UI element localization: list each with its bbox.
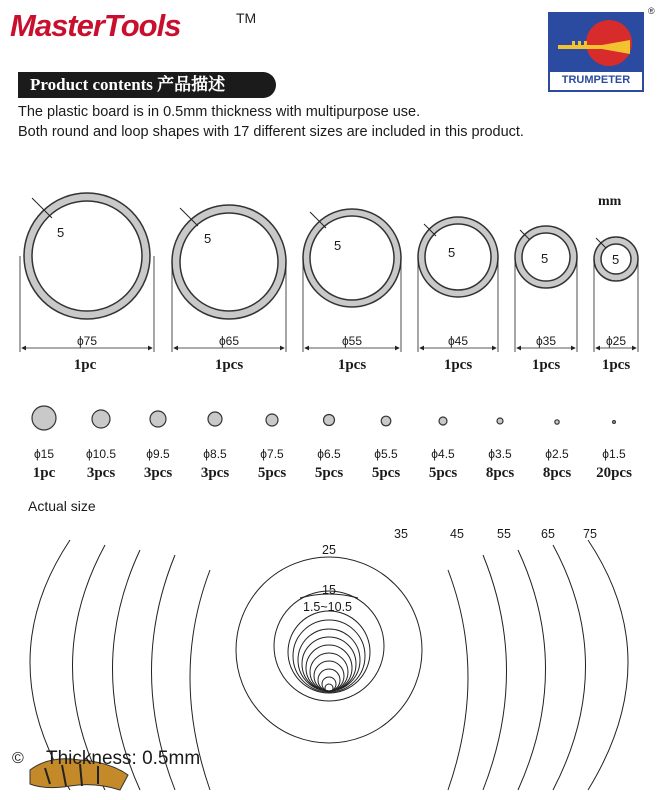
ring-diameter: ϕ55 — [341, 334, 363, 348]
disc-diameter: ϕ6.5 — [317, 447, 341, 461]
intro-line-2: Both round and loop shapes with 17 different sizes are included in this product. — [18, 124, 524, 140]
ring-45 — [418, 217, 498, 352]
arc-label-15: 15 — [322, 583, 336, 597]
disc-qty: 8pcs — [485, 465, 515, 481]
disc-qty: 1pc — [32, 465, 56, 481]
ring-width-label: 5 — [204, 231, 212, 246]
thickness-label: Thickness: 0.5mm — [46, 748, 201, 769]
disc-diameter: ϕ8.5 — [203, 447, 227, 461]
disc-diameter: ϕ7.5 — [260, 447, 284, 461]
ring-qty: 1pcs — [531, 357, 561, 373]
arc-label-55: 55 — [497, 527, 511, 541]
actual-size-label: Actual size — [28, 498, 96, 514]
copyright-mark: © — [12, 750, 24, 767]
ring-75 — [20, 193, 154, 352]
ring-width-label: 5 — [541, 251, 549, 266]
disc-diameter: ϕ10.5 — [85, 447, 117, 461]
ring-55 — [303, 209, 401, 352]
ring-diameter: ϕ45 — [447, 334, 469, 348]
ring-65 — [172, 205, 286, 352]
unit-label: mm — [598, 194, 622, 209]
disc-qty: 3pcs — [200, 465, 230, 481]
arc-label-65: 65 — [541, 527, 555, 541]
ring-qty: 1pcs — [214, 357, 244, 373]
intro-line-1: The plastic board is in 0.5mm thickness with multipurpose use. — [18, 104, 421, 120]
disc-qty: 20pcs — [596, 465, 632, 481]
disc-diameter: ϕ2.5 — [545, 447, 569, 461]
arc-label-35: 35 — [394, 527, 408, 541]
ring-width-label: 5 — [334, 238, 342, 253]
ring-qty: 1pcs — [601, 357, 631, 373]
ring-diameter: ϕ75 — [76, 334, 98, 348]
ring-qty: 1pcs — [443, 357, 473, 373]
registered-mark: ® — [648, 6, 655, 16]
disc-diameter: ϕ5.5 — [374, 447, 398, 461]
logo-name: TRUMPETER — [561, 74, 631, 86]
disc-diameter: ϕ9.5 — [146, 447, 170, 461]
arc-label-75: 75 — [583, 527, 597, 541]
section-title: Product contents 产品描述 — [18, 72, 276, 98]
trademark-mark: TM — [236, 10, 257, 26]
ring-diameter: ϕ65 — [218, 334, 240, 348]
disc-qty: 3pcs — [143, 465, 173, 481]
disc-qty: 8pcs — [542, 465, 572, 481]
ring-qty: 1pc — [73, 357, 97, 373]
disc-qty: 3pcs — [86, 465, 116, 481]
discs-row — [32, 406, 615, 430]
ring-diameter: ϕ25 — [605, 334, 627, 348]
arc-label-45: 45 — [450, 527, 464, 541]
disc-diameter: ϕ1.5 — [602, 447, 626, 461]
disc-diameter: ϕ15 — [33, 447, 55, 461]
disc-qty: 5pcs — [428, 465, 458, 481]
disc-qty: 5pcs — [257, 465, 287, 481]
disc-qty: 5pcs — [314, 465, 344, 481]
ring-diameter: ϕ35 — [535, 334, 557, 348]
disc-diameter: ϕ4.5 — [431, 447, 455, 461]
ring-qty: 1pcs — [337, 357, 367, 373]
ring-width-label: 5 — [448, 245, 456, 260]
arc-label-small: 1.5~10.5 — [303, 600, 353, 614]
ring-width-label: 5 — [612, 252, 620, 267]
arc-label-25: 25 — [322, 543, 336, 557]
disc-diameter: ϕ3.5 — [488, 447, 512, 461]
brand-logo: MasterTools — [10, 8, 181, 43]
disc-qty: 5pcs — [371, 465, 401, 481]
ring-width-label: 5 — [57, 225, 65, 240]
